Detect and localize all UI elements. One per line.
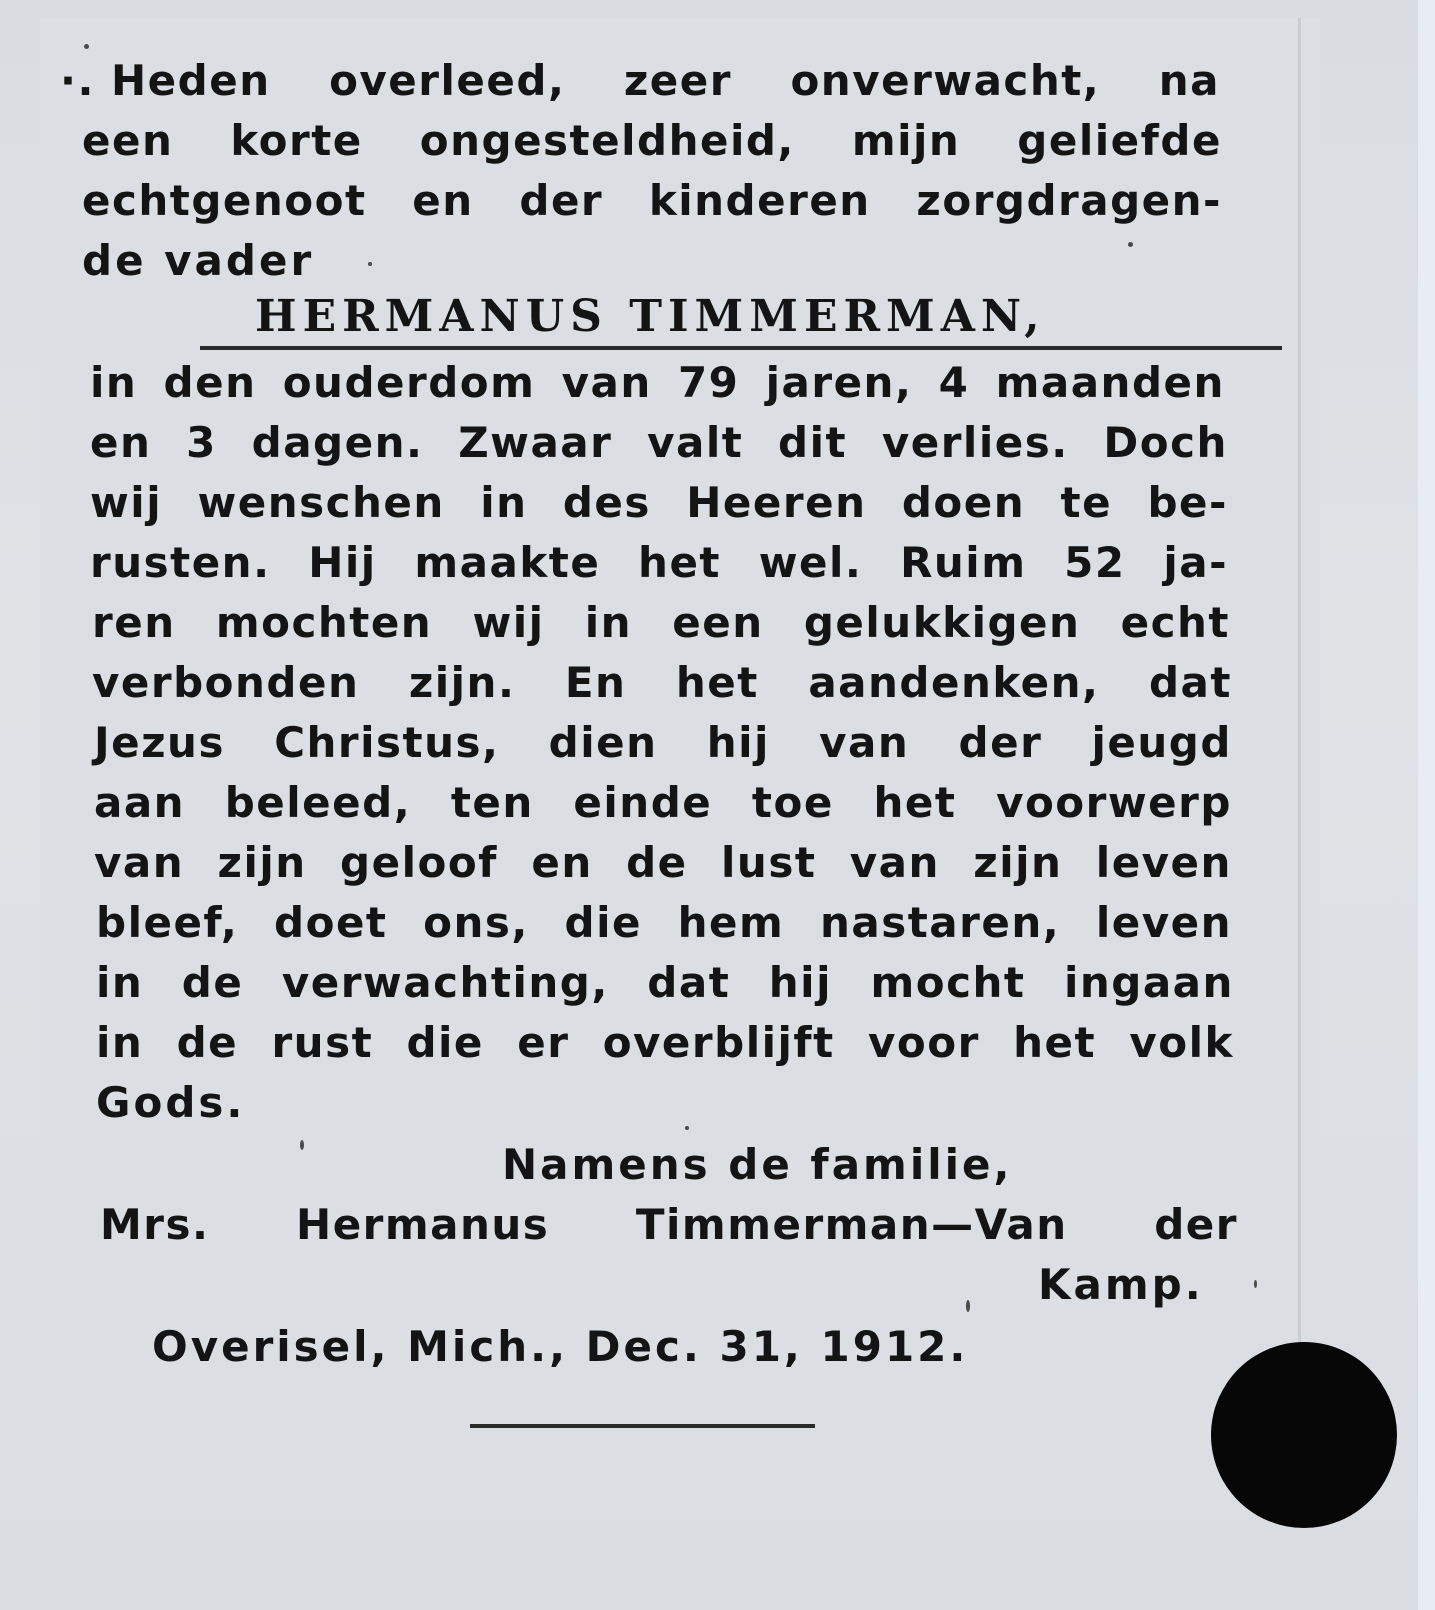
word: er [517, 1018, 570, 1067]
body-line-12 [96, 1018, 1234, 1067]
word: een [672, 598, 764, 647]
word: der [1154, 1200, 1238, 1249]
word: nastaren, [819, 898, 1061, 947]
word: zeer [623, 56, 732, 105]
word: 4 [938, 358, 970, 407]
closing-rule [470, 1424, 815, 1428]
word: Zwaar [458, 418, 613, 467]
word: bleef, [96, 898, 239, 947]
word: echt [1120, 598, 1230, 647]
opening-line-2 [82, 116, 1222, 165]
word: het [675, 658, 759, 707]
word: wenschen [197, 478, 445, 527]
word: te [1060, 478, 1113, 527]
word: hij [768, 958, 832, 1007]
body-line-7 [94, 718, 1232, 767]
scan-speck [1254, 1280, 1257, 1288]
word: ren [92, 598, 176, 647]
word: in [584, 598, 633, 647]
word: korte [230, 116, 363, 165]
word: echtgenoot [82, 176, 367, 225]
word: ons, [423, 898, 529, 947]
word: 3 [186, 418, 217, 467]
scan-speck [685, 1126, 689, 1130]
word: Doch [1103, 418, 1228, 467]
word: aan [94, 778, 186, 827]
word: de [176, 1018, 239, 1067]
body-line-1 [90, 358, 1225, 407]
word: einde [573, 778, 713, 827]
word: wij [90, 478, 163, 527]
word: het [638, 538, 722, 587]
signature-line [100, 1200, 1238, 1249]
name-underline [200, 346, 1282, 350]
word: jaren, [765, 358, 913, 407]
body-line-13: Gods. [96, 1078, 246, 1127]
word: die [406, 1018, 484, 1067]
body-line-8 [94, 778, 1232, 827]
word: van [849, 838, 940, 887]
word: een [82, 116, 174, 165]
word: leven [1095, 898, 1232, 947]
opening-line-3 [82, 176, 1222, 225]
word: toe [751, 778, 834, 827]
word: voorwerp [996, 778, 1232, 827]
word: En [564, 658, 627, 707]
body-line-2 [90, 418, 1228, 467]
scan-speck [966, 1300, 970, 1312]
body-line-4 [90, 538, 1228, 587]
word: 79 [677, 358, 740, 407]
word: verlies. [881, 418, 1069, 467]
word: volk [1129, 1018, 1234, 1067]
word: gelukkigen [803, 598, 1081, 647]
word: Hij [308, 538, 377, 587]
word: kinderen [648, 176, 871, 225]
word: doen [901, 478, 1026, 527]
word: wij [472, 598, 545, 647]
word: dagen. [251, 418, 424, 467]
word: hem [677, 898, 785, 947]
signature-continuation: Kamp. [1038, 1260, 1204, 1309]
word: be- [1147, 478, 1228, 527]
word: en [412, 176, 474, 225]
word: doet [274, 898, 388, 947]
word: hij [706, 718, 770, 767]
word: den [163, 358, 257, 407]
word: der [519, 176, 604, 225]
word: valt [647, 418, 744, 467]
word: van [561, 358, 652, 407]
word: van [94, 838, 185, 887]
body-line-3 [90, 478, 1228, 527]
scan-speck [1128, 242, 1133, 247]
word: geliefde [1017, 116, 1222, 165]
word: 52 [1064, 538, 1126, 587]
word: Hermanus [296, 1200, 550, 1249]
punch-hole [1211, 1342, 1397, 1528]
word: aandenken, [808, 658, 1100, 707]
word: der [958, 718, 1043, 767]
word: leven [1095, 838, 1232, 887]
scan-speck [368, 262, 372, 266]
word: en [90, 418, 152, 467]
word: wel. [758, 538, 863, 587]
word: de [181, 958, 244, 1007]
word: in [96, 958, 144, 1007]
signature-intro: Namens de familie, [502, 1140, 1013, 1189]
word: ingaan [1063, 958, 1234, 1007]
word: mochten [215, 598, 433, 647]
word: de [626, 838, 688, 887]
word: in [96, 1018, 144, 1067]
body-line-10 [96, 898, 1232, 947]
word: die [564, 898, 642, 947]
word: ja- [1163, 538, 1228, 587]
word: verbonden [92, 658, 360, 707]
deceased-name: HERMANUS TIMMERMAN, [255, 291, 1046, 342]
word: dien [548, 718, 658, 767]
word: dat [647, 958, 731, 1007]
word: dat [1148, 658, 1232, 707]
word: dit [778, 418, 848, 467]
word: ten [450, 778, 534, 827]
word: mijn [851, 116, 961, 165]
body-line-9 [94, 838, 1232, 887]
word: jeugd [1091, 718, 1232, 767]
word: zijn. [408, 658, 516, 707]
word: lust [721, 838, 817, 887]
word: Jezus [94, 718, 225, 767]
word: zijn [217, 838, 307, 887]
word: van [819, 718, 910, 767]
word: rust [271, 1018, 374, 1067]
body-line-11 [96, 958, 1234, 1007]
word: maakte [414, 538, 601, 587]
word: mocht [870, 958, 1026, 1007]
word: ·. Heden [60, 56, 271, 105]
opening-line-4: de vader [82, 236, 315, 285]
word: in [90, 358, 138, 407]
word: beleed, [224, 778, 412, 827]
body-line-5 [92, 598, 1230, 647]
word: na [1158, 56, 1220, 105]
place-date: Overisel, Mich., Dec. 31, 1912. [152, 1322, 969, 1371]
word: het [873, 778, 957, 827]
word: Ruim [900, 538, 1027, 587]
word: en [531, 838, 593, 887]
word: Christus, [274, 718, 500, 767]
word: in [480, 478, 528, 527]
word: onverwacht, [790, 56, 1101, 105]
word: overblijft [602, 1018, 835, 1067]
word: ouderdom [282, 358, 536, 407]
word: maanden [995, 358, 1225, 407]
word: het [1013, 1018, 1097, 1067]
word: Heeren [686, 478, 867, 527]
body-line-6 [92, 658, 1232, 707]
word: geloof [340, 838, 498, 887]
word: Mrs. [100, 1200, 210, 1249]
word: verwachting, [281, 958, 609, 1007]
word: rusten. [90, 538, 271, 587]
word: overleed, [329, 56, 566, 105]
word: voor [868, 1018, 980, 1067]
opening-line-1 [60, 56, 1220, 105]
word: zorgdragen- [916, 176, 1222, 225]
word: des [562, 478, 651, 527]
scan-speck [300, 1140, 304, 1150]
scan-speck [84, 44, 89, 49]
word: ongesteldheid, [419, 116, 795, 165]
word: zijn [973, 838, 1063, 887]
word: Timmerman—Van [635, 1200, 1068, 1249]
